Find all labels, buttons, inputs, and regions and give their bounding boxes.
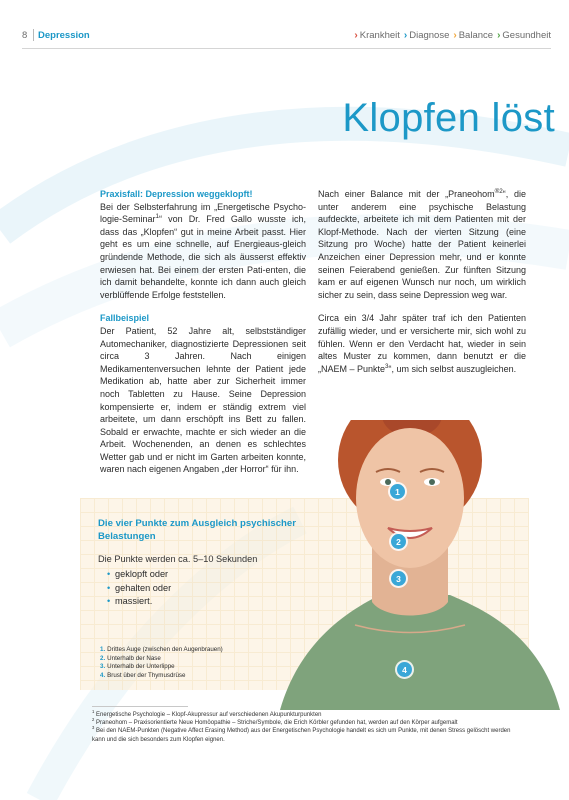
legend-number: 3. <box>100 663 106 671</box>
section-label: Depression <box>38 30 90 41</box>
chevron-right-icon: › <box>403 30 408 41</box>
legend-item <box>100 663 223 672</box>
breadcrumb-label: Diagnose <box>409 30 450 41</box>
page-header <box>22 30 551 48</box>
right-column <box>318 188 526 386</box>
legend-text: Unterhalb der Nase <box>107 654 161 662</box>
bullet-icon: • <box>107 582 111 593</box>
info-box-list <box>107 568 172 609</box>
acupoint-marker-4: 4 <box>397 662 412 677</box>
heading-fallbeispiel: Fallbeispiel <box>100 313 150 324</box>
footnotes <box>92 711 522 744</box>
footnote-number: 1 <box>92 709 95 714</box>
heading-praxisfall: Praxisfall: Depression weggeklopft! <box>100 189 253 199</box>
text-run: Nach einer Balance mit der „Praneohom <box>318 189 495 199</box>
legend-item <box>100 646 223 655</box>
footnote-number: 2 <box>92 717 95 723</box>
breadcrumb-label: Balance <box>458 30 494 41</box>
footnote-number: 3 <box>92 725 95 731</box>
breadcrumb-item-krankheit <box>354 30 399 41</box>
footnote-3 <box>92 727 522 743</box>
info-box-intro: Die Punkte werden ca. 5–10 Sekunden <box>98 554 258 564</box>
footnote-text: Energetische Psychologie – Klopf-Akupressur auf verschiedenen Akupunkturpunkten <box>96 712 322 718</box>
breadcrumb-label: Gesundheit <box>502 30 551 41</box>
breadcrumb-item-gesundheit <box>497 30 551 41</box>
legend-number: 2. <box>100 654 106 662</box>
text-run: Bei der Selbsterfahrung im „Energetische Psycho-logie-Seminar <box>100 201 306 225</box>
info-box-title: Die vier Punkte zum Ausgleich psychischer Belastungen <box>98 518 296 542</box>
footnote-2 <box>92 719 522 727</box>
list-item-text: gehalten oder <box>115 582 172 593</box>
list-item-text: geklopft oder <box>115 569 169 579</box>
header-rule <box>22 48 551 49</box>
footnote-text: Praneohom – Praxisorientierte Neue Homöopathie – Striche/Symbole, die Erich Körbler gefunden hat, werden auf den Körper aufgemalt <box>96 720 458 727</box>
paragraph-later <box>318 312 526 375</box>
footnote-rule <box>92 706 188 707</box>
list-item-text: massiert. <box>115 596 153 606</box>
footnote-1 <box>92 711 522 719</box>
breadcrumb-label: Krankheit <box>359 30 400 41</box>
paragraph-praxisfall <box>100 201 306 302</box>
list-item <box>107 595 171 609</box>
footnote-ref: 3 <box>385 362 389 370</box>
text-run: Circa ein 3/4 Jahr später traf ich den Patienten zufällig wieder, und er versicherte mir, sich wohl zu fühlen. Wenn er den Verdacht hat, wieder in sein altes Muster zu kommen, dann benutzt er die „NAEM – Punkte <box>318 313 526 374</box>
paragraph-fallbeispiel: Der Patient, 52 Jahre alt, selbstständiger Automechaniker, diagnostizierte Depressionen seit circa 3 Jahren. Nach einigen Medikamentenversuchen lehnte der Patient jede Medikation ab, hatte aber zur Sicherheit immer noch Tabletten zu Hause. Seine Depression kompensierte er, indem er ständig extrem viel arbeitete, um dann erschöpft ins Bett zu fallen. Sobald er erwachte, machte er sich wieder an die Arbeit. Wochenenden, an denen es schlechtes Wetter gab und er nicht im Garten arbeiten konnte, waren nach eigenen Angaben „der Horror“ für ihn. <box>100 325 306 475</box>
acupoint-marker-1: 1 <box>390 484 405 499</box>
breadcrumb-item-diagnose <box>404 30 449 41</box>
left-column <box>100 188 306 487</box>
bullet-icon: • <box>107 596 111 606</box>
footnote-ref: 1 <box>155 213 160 221</box>
acupoint-marker-3: 3 <box>391 571 406 586</box>
legend-text: Brust über der Thymusdrüse <box>107 672 186 680</box>
chevron-right-icon: › <box>497 30 501 41</box>
breadcrumb <box>354 30 551 41</box>
footnote-text: Bei den NAEM-Punkten (Negative Affect Erasing Method) aus der Energetischen Psychologie handelt es sich um Punkte, mit denen Stress gelöscht werden kann und die sich besonders zum Klopfen eignen. <box>92 728 511 743</box>
breadcrumb-item-balance <box>453 30 493 41</box>
text-run: “, um sich selbst auszugleichen. <box>388 363 517 374</box>
legend-text: Unterhalb der Unterlippe <box>107 663 175 671</box>
text-run: “, die unter anderem eine psychische Belastung aufdeckte, arbeitete ich mit dem Patienten mit der Klopf-Methode. Nach der vierten Sitzung (eine Sitzung pro Woche) hatte der Patient keinerlei Anzeichen einer Depression mehr, und er konnte seinen Feierabend genießen. Zur fünften Sitzung kam er auf eigenen Wunsch nur noch, um wirklich sicher zu sein, dass seine Depression weg war. <box>318 189 526 300</box>
chevron-right-icon: › <box>354 30 358 41</box>
footnote-ref: ®2 <box>494 188 503 195</box>
legend-number: 1. <box>100 646 106 653</box>
page-number: 8 <box>22 30 28 41</box>
list-item <box>107 582 172 596</box>
text-run: “ von Dr. Fred Gallo wusste ich, dass das „Klopfen“ gut in meine Arbeit passt. Hier geht es um eine schnelle, auf Energieaus-gleich gründende Methode, die sich als äusserst effektiv erwiesen hat. Bei einem der ersten Pati-enten, die ich damit behandelte, konnte ich dann auch gleich verblüffende Erfolge feststellen. <box>100 214 306 300</box>
chevron-right-icon: › <box>453 30 457 41</box>
header-divider <box>33 29 34 41</box>
legend-number: 4. <box>100 672 106 680</box>
legend-item <box>100 655 223 664</box>
list-item <box>107 568 171 582</box>
legend-item <box>100 672 223 681</box>
legend-text: Drittes Auge (zwischen den Augenbrauen) <box>107 646 223 653</box>
portrait-photo <box>260 420 569 710</box>
point-legend <box>100 646 223 681</box>
acupoint-marker-2: 2 <box>391 534 406 549</box>
paragraph-balance <box>318 188 526 301</box>
face-illustration <box>260 420 569 710</box>
page-title: Klopfen löst <box>342 96 555 140</box>
bullet-icon: • <box>107 569 111 579</box>
